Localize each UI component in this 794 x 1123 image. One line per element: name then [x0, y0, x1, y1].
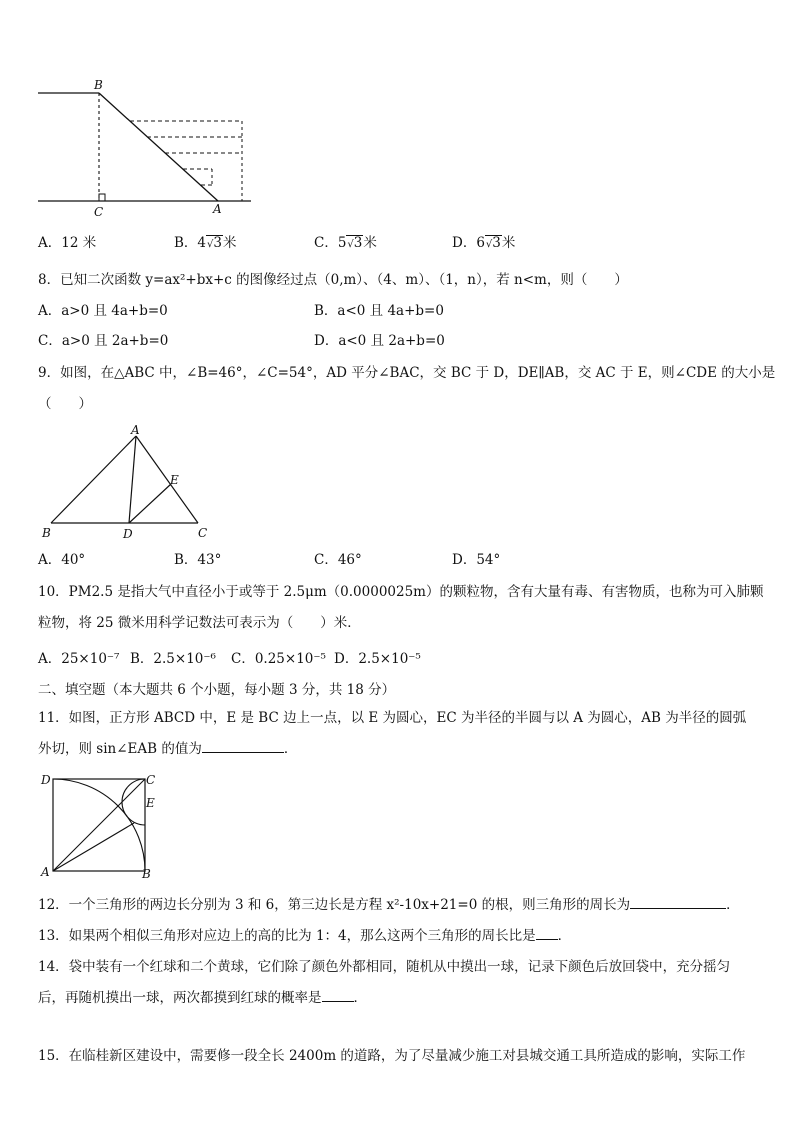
q9-option-a: A．40° — [38, 552, 86, 568]
q9-stem-line2: （ ） — [38, 396, 92, 412]
q10-option-c: C．0.25×10⁻⁵ — [231, 651, 326, 667]
q9-figure — [36, 424, 226, 542]
q9-option-c: C．46° — [314, 552, 362, 568]
q9-label-a: A — [131, 424, 140, 437]
q14-answer-blank[interactable] — [322, 989, 354, 1002]
q9-option-b: B．43° — [174, 552, 222, 568]
q7-label-b: B — [94, 78, 103, 92]
q9-label-b: B — [42, 526, 51, 540]
q14-line1: 14．袋中装有一个红球和二个黄球，它们除了颜色外都相同，随机从中摸出一球，记录下颜色后放回袋中，充分摇匀 — [38, 959, 731, 975]
q11-figure — [36, 770, 162, 880]
q13-text: 13．如果两个相似三角形对应边上的高的比为 1：4，那么这两个三角形的周长比是 ． — [38, 928, 572, 944]
q11-label-b: B — [142, 867, 151, 880]
q14-line2: 后，再随机摸出一球，两次都摸到红球的概率是 ． — [38, 990, 367, 1006]
q12-answer-blank[interactable] — [630, 896, 726, 909]
q7-label-a: A — [213, 202, 222, 216]
q10-option-b: B．2.5×10⁻⁶ — [130, 651, 216, 667]
q11-label-e: E — [146, 796, 155, 810]
q7-option-d: D．6√3米 — [452, 235, 516, 251]
section-heading-fill-in: 二、填空题（本大题共 6 个小题，每小题 3 分，共 18 分） — [38, 682, 396, 698]
q12-text: 12．一个三角形的两边长分别为 3 和 6，第三边长是方程 x²-10x+21=0 的根，则三角形的周长为 ． — [38, 897, 740, 913]
q7-option-c: C．5√3米 — [314, 235, 377, 251]
q8-option-a: A．a>0 且 4a+b=0 — [38, 303, 168, 319]
q9-label-e: E — [170, 473, 179, 487]
q7-option-a: A．12 米 — [38, 235, 97, 251]
q8-option-d: D．a<0 且 2a+b=0 — [314, 333, 445, 349]
q11-label-a: A — [41, 865, 50, 879]
q8-stem: 8．已知二次函数 y=ax²+bx+c 的图像经过点（0,m）、（4、m）、（1，n），若 n<m，则（ ） — [38, 272, 628, 288]
q10-stem-line2: 粒物，将 25 微米用科学记数法可表示为（ ）米． — [38, 615, 361, 631]
q7-option-b: B．4√3米 — [174, 235, 237, 251]
q10-stem-line1: 10．PM2.5 是指大气中直径小于或等于 2.5μm（0.0000025m）的颗粒物，含有大量有毒、有害物质，也称为可入肺颗 — [38, 584, 764, 600]
q11-line1: 11．如图，正方形 ABCD 中，E 是 BC 边上一点，以 E 为圆心，EC 为半径的半圆与以 A 为圆心，AB 为半径的圆弧 — [38, 710, 747, 726]
q11-answer-blank[interactable] — [202, 740, 284, 753]
q8-option-c: C．a>0 且 2a+b=0 — [38, 333, 169, 349]
q10-option-d: D．2.5×10⁻⁵ — [334, 651, 421, 667]
q7-figure — [36, 76, 256, 222]
q7-label-c: C — [94, 205, 104, 219]
q9-option-d: D．54° — [452, 552, 501, 568]
q8-option-b: B．a<0 且 4a+b=0 — [314, 303, 444, 319]
q9-stem-line1: 9．如图，在△ABC 中，∠B=46°，∠C=54°，AD 平分∠BAC，交 BC 于 D，DE∥AB，交 AC 于 E，则∠CDE 的大小是 — [38, 365, 776, 381]
q15-line1: 15．在临桂新区建设中，需要修一段全长 2400m 的道路，为了尽量减少施工对县城交通工具所造成的影响，实际工作 — [38, 1048, 746, 1064]
q11-label-d: D — [41, 773, 51, 787]
q9-label-d: D — [123, 527, 133, 541]
q9-label-c: C — [198, 526, 208, 540]
q11-line2: 外切，则 sin∠EAB 的值为 ． — [38, 741, 298, 757]
q13-answer-blank[interactable] — [536, 927, 558, 940]
q10-option-a: A．25×10⁻⁷ — [38, 651, 120, 667]
q11-label-c: C — [146, 773, 156, 787]
